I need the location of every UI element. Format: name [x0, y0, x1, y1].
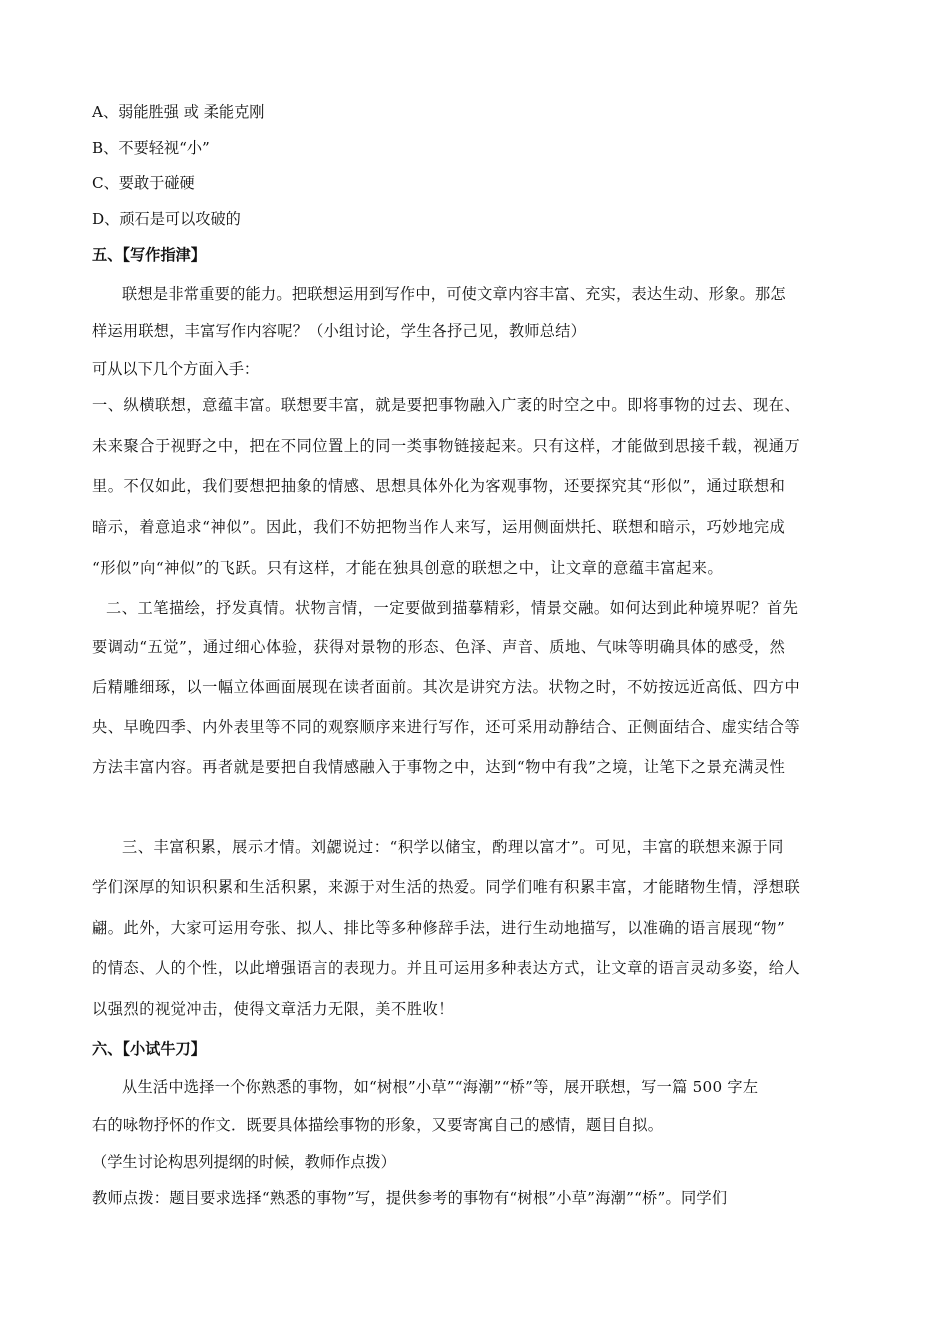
section5-intro-line: 联想是非常重要的能力。把联想运用到写作中，可使文章内容丰富、充实，表达生动、形象。那怎	[122, 285, 786, 303]
point1-line: 未来聚合于视野之中，把在不同位置上的同一类事物链接起来。只有这样，才能做到思接千载，视通万	[92, 437, 801, 455]
option-b: B、不要轻视“小”	[92, 139, 210, 157]
point2-line: 要调动“五觉”，通过细心体验，获得对景物的形态、色泽、声音、质地、气味等明确具体的感受，然	[92, 638, 786, 656]
section5-lead: 可从以下几个方面入手：	[92, 360, 260, 378]
section6-task-line: 右的咏物抒怀的作文．既要具体描绘事物的形象，又要寄寓自己的感情，题目自拟。	[92, 1116, 664, 1134]
point3-line: 三、丰富积累，展示才情。刘勰说过：“积学以储宝，酌理以富才”。可见，丰富的联想来源于同	[122, 838, 784, 856]
point2-line: 方法丰富内容。再者就是要把自我情感融入于事物之中，达到“物中有我”之境，让笔下之景充满灵性	[92, 758, 786, 776]
point3-line: 翩。此外，大家可运用夸张、拟人、排比等多种修辞手法，进行生动地描写，以准确的语言展现“物”	[92, 919, 786, 937]
section6-task-line: 从生活中选择一个你熟悉的事物，如“树根”小草”“海潮”“桥”等，展开联想，写一篇 500 字左	[122, 1078, 759, 1096]
option-d: D、顽石是可以攻破的	[92, 210, 241, 228]
section6-guidance: 教师点拨：题目要求选择“熟悉的事物”写，提供参考的事物有“树根”小草”海潮”“桥”。同学们	[92, 1189, 728, 1207]
section6-heading: 六、【小试牛刀】	[92, 1040, 206, 1058]
point2-line: 二、工笔描绘，抒发真情。状物言情，一定要做到描摹精彩，情景交融。如何达到此种境界呢？首先	[106, 599, 799, 617]
option-c: C、要敢于碰硬	[92, 174, 195, 192]
point1-line: “形似”向“神似”的飞跃。只有这样，才能在独具创意的联想之中，让文章的意蕴丰富起来。	[92, 559, 724, 577]
point1-line: 暗示，着意追求“神似”。因此，我们不妨把物当作人来写，运用侧面烘托、联想和暗示，巧妙地完成	[92, 518, 786, 536]
option-a: A、弱能胜强 或 柔能克刚	[92, 103, 265, 121]
section6-note: （学生讨论构思列提纲的时候，教师作点拨）	[92, 1153, 396, 1171]
point3-line: 的情态、人的个性，以此增强语言的表现力。并且可运用多种表达方式，让文章的语言灵动多姿，给人	[92, 959, 801, 977]
section5-heading: 五、【写作指津】	[92, 246, 206, 264]
point3-line: 以强烈的视觉冲击，使得文章活力无限，美不胜收！	[92, 1000, 454, 1018]
point1-line: 里。不仅如此，我们要想把抽象的情感、思想具体外化为客观事物，还要探究其“形似”，通过联想和	[92, 477, 786, 495]
point1-line: 一、纵横联想，意蕴丰富。联想要丰富，就是要把事物融入广袤的时空之中。即将事物的过去、现在、	[92, 396, 801, 414]
point3-line: 学们深厚的知识积累和生活积累，来源于对生活的热爱。同学们唯有积累丰富，才能睹物生情，浮想联	[92, 878, 801, 896]
section5-intro-line: 样运用联想，丰富写作内容呢？（小组讨论，学生各抒己见，教师总结）	[92, 322, 586, 340]
point2-line: 央、早晚四季、内外表里等不同的观察顺序来进行写作，还可采用动静结合、正侧面结合、虚实结合等	[92, 718, 801, 736]
point2-line: 后精雕细琢，以一幅立体画面展现在读者面前。其次是讲究方法。状物之时，不妨按远近高低、四方中	[92, 678, 801, 696]
